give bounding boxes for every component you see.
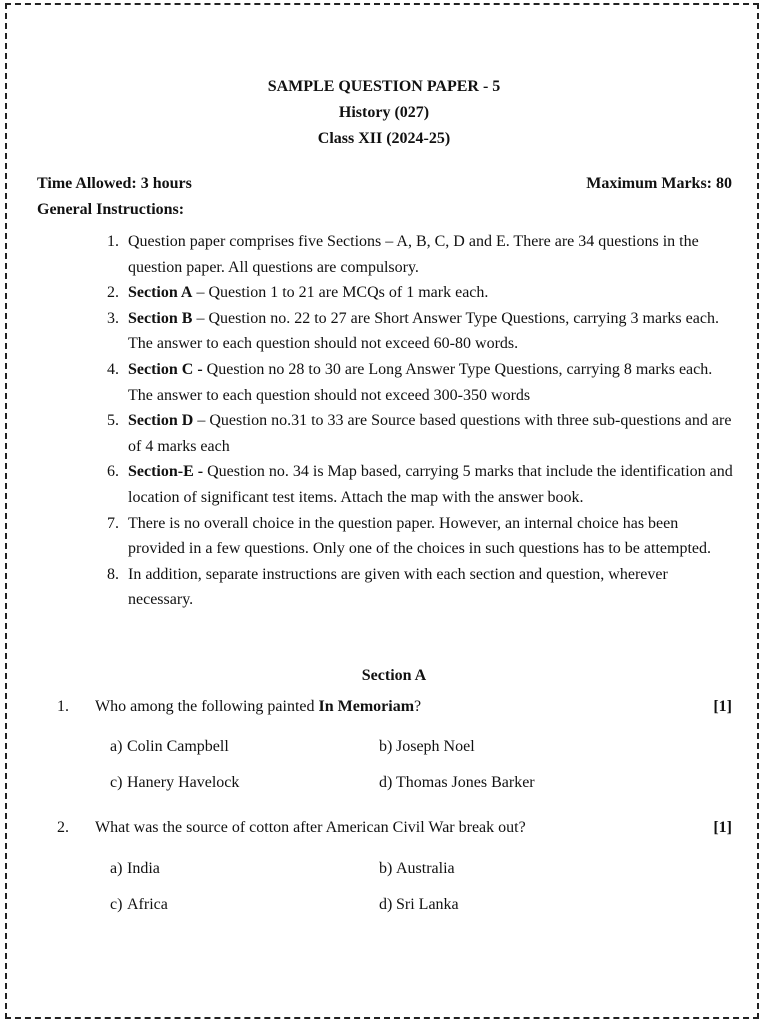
option-text: Thomas Jones Barker: [396, 774, 535, 791]
instructions-list: [107, 229, 736, 613]
option-a[interactable]: [110, 860, 160, 878]
question-text: [95, 698, 421, 716]
question-text-bold: In Memoriam: [318, 698, 415, 715]
instruction-number: 3.: [107, 309, 119, 327]
general-instructions-label: General Instructions:: [37, 201, 185, 218]
option-d[interactable]: [379, 774, 535, 792]
instruction-item: [107, 459, 736, 510]
option-label: a): [110, 738, 123, 755]
question-text-part: Who among the following painted: [95, 698, 319, 715]
option-text: Africa: [127, 896, 168, 913]
option-label: c): [110, 774, 123, 791]
instruction-bold: Section B: [128, 309, 193, 327]
instruction-bold: Section A: [128, 284, 193, 302]
instruction-number: 7.: [107, 514, 119, 532]
instruction-text: Question no 28 to 30 are Long Answer Type Questions, carrying 8 marks each. The answer to each question should not exceed 300-350 words: [128, 360, 713, 404]
question-marks: [1]: [713, 698, 732, 715]
section-title: Section A: [361, 667, 427, 684]
time-allowed: Time Allowed: 3 hours: [37, 175, 192, 192]
option-text: Colin Campbell: [127, 738, 229, 755]
instruction-number: 5.: [107, 412, 119, 430]
question-text-part: ?: [414, 698, 422, 715]
instruction-number: 6.: [107, 463, 119, 481]
option-text: Hanery Havelock: [127, 774, 240, 791]
instruction-item: [107, 229, 736, 280]
instruction-number: 1.: [107, 233, 119, 250]
maximum-marks: Maximum Marks: 80: [586, 175, 732, 192]
option-label: d): [379, 896, 393, 913]
instruction-text: In addition, separate instructions are given with each section and question, wherever necessary.: [128, 565, 668, 609]
paper-title: SAMPLE QUESTION PAPER - 5: [267, 78, 501, 95]
instruction-text: Question no. 34 is Map based, carrying 5 marks that include the identification and location of significant test items. Attach the map with the answer book.: [128, 463, 733, 506]
instruction-text: Question paper comprises five Sections – A, B, C, D and E. There are 34 questions in the question paper. All questions are compulsory.: [128, 233, 699, 276]
option-label: a): [110, 860, 123, 877]
instruction-item: [107, 306, 736, 357]
option-label: d): [379, 774, 393, 791]
instruction-text: – Question 1 to 21 are MCQs of 1 mark each.: [192, 284, 489, 302]
option-label: b): [379, 860, 393, 877]
option-b[interactable]: [379, 738, 475, 756]
option-text: India: [127, 860, 160, 877]
option-text: Joseph Noel: [396, 738, 475, 755]
subject-title: History (027): [338, 104, 430, 121]
question-text-part: What was the source of cotton after American Civil War break out?: [95, 819, 526, 836]
instruction-text: – Question no.31 to 33 are Source based questions with three sub-questions and are of 4 marks each: [128, 412, 732, 455]
option-b[interactable]: [379, 860, 455, 878]
instruction-bold: Section-E -: [128, 463, 204, 481]
instruction-number: 4.: [107, 360, 119, 378]
question-text: [95, 819, 526, 837]
option-c[interactable]: [110, 774, 239, 792]
option-label: c): [110, 896, 123, 913]
instruction-number: 2.: [107, 284, 119, 302]
instruction-item: [107, 357, 736, 408]
instruction-bold: Section C -: [128, 360, 203, 378]
option-text: Sri Lanka: [396, 896, 459, 913]
instruction-text: – Question no. 22 to 27 are Short Answer Type Questions, carrying 3 marks each. The answer to each question should not exceed 60-80 words.: [128, 309, 719, 353]
instruction-item: [107, 562, 736, 613]
option-text: Australia: [396, 860, 455, 877]
option-a[interactable]: [110, 738, 229, 756]
instruction-number: 8.: [107, 565, 119, 583]
question-number: 2.: [57, 819, 69, 836]
question-marks: [1]: [713, 819, 732, 836]
question-number: 1.: [57, 698, 69, 715]
instruction-item: [107, 280, 736, 306]
instruction-item: [107, 511, 736, 562]
class-title: Class XII (2024-25): [317, 130, 451, 147]
option-d[interactable]: [379, 896, 459, 914]
instruction-bold: Section D: [128, 412, 194, 430]
option-c[interactable]: [110, 896, 168, 914]
instruction-item: [107, 408, 736, 459]
instruction-text: There is no overall choice in the question paper. However, an internal choice has been provided in a few questions. Only one of the choices in such questions has to be attempted.: [128, 514, 711, 558]
option-label: b): [379, 738, 393, 755]
